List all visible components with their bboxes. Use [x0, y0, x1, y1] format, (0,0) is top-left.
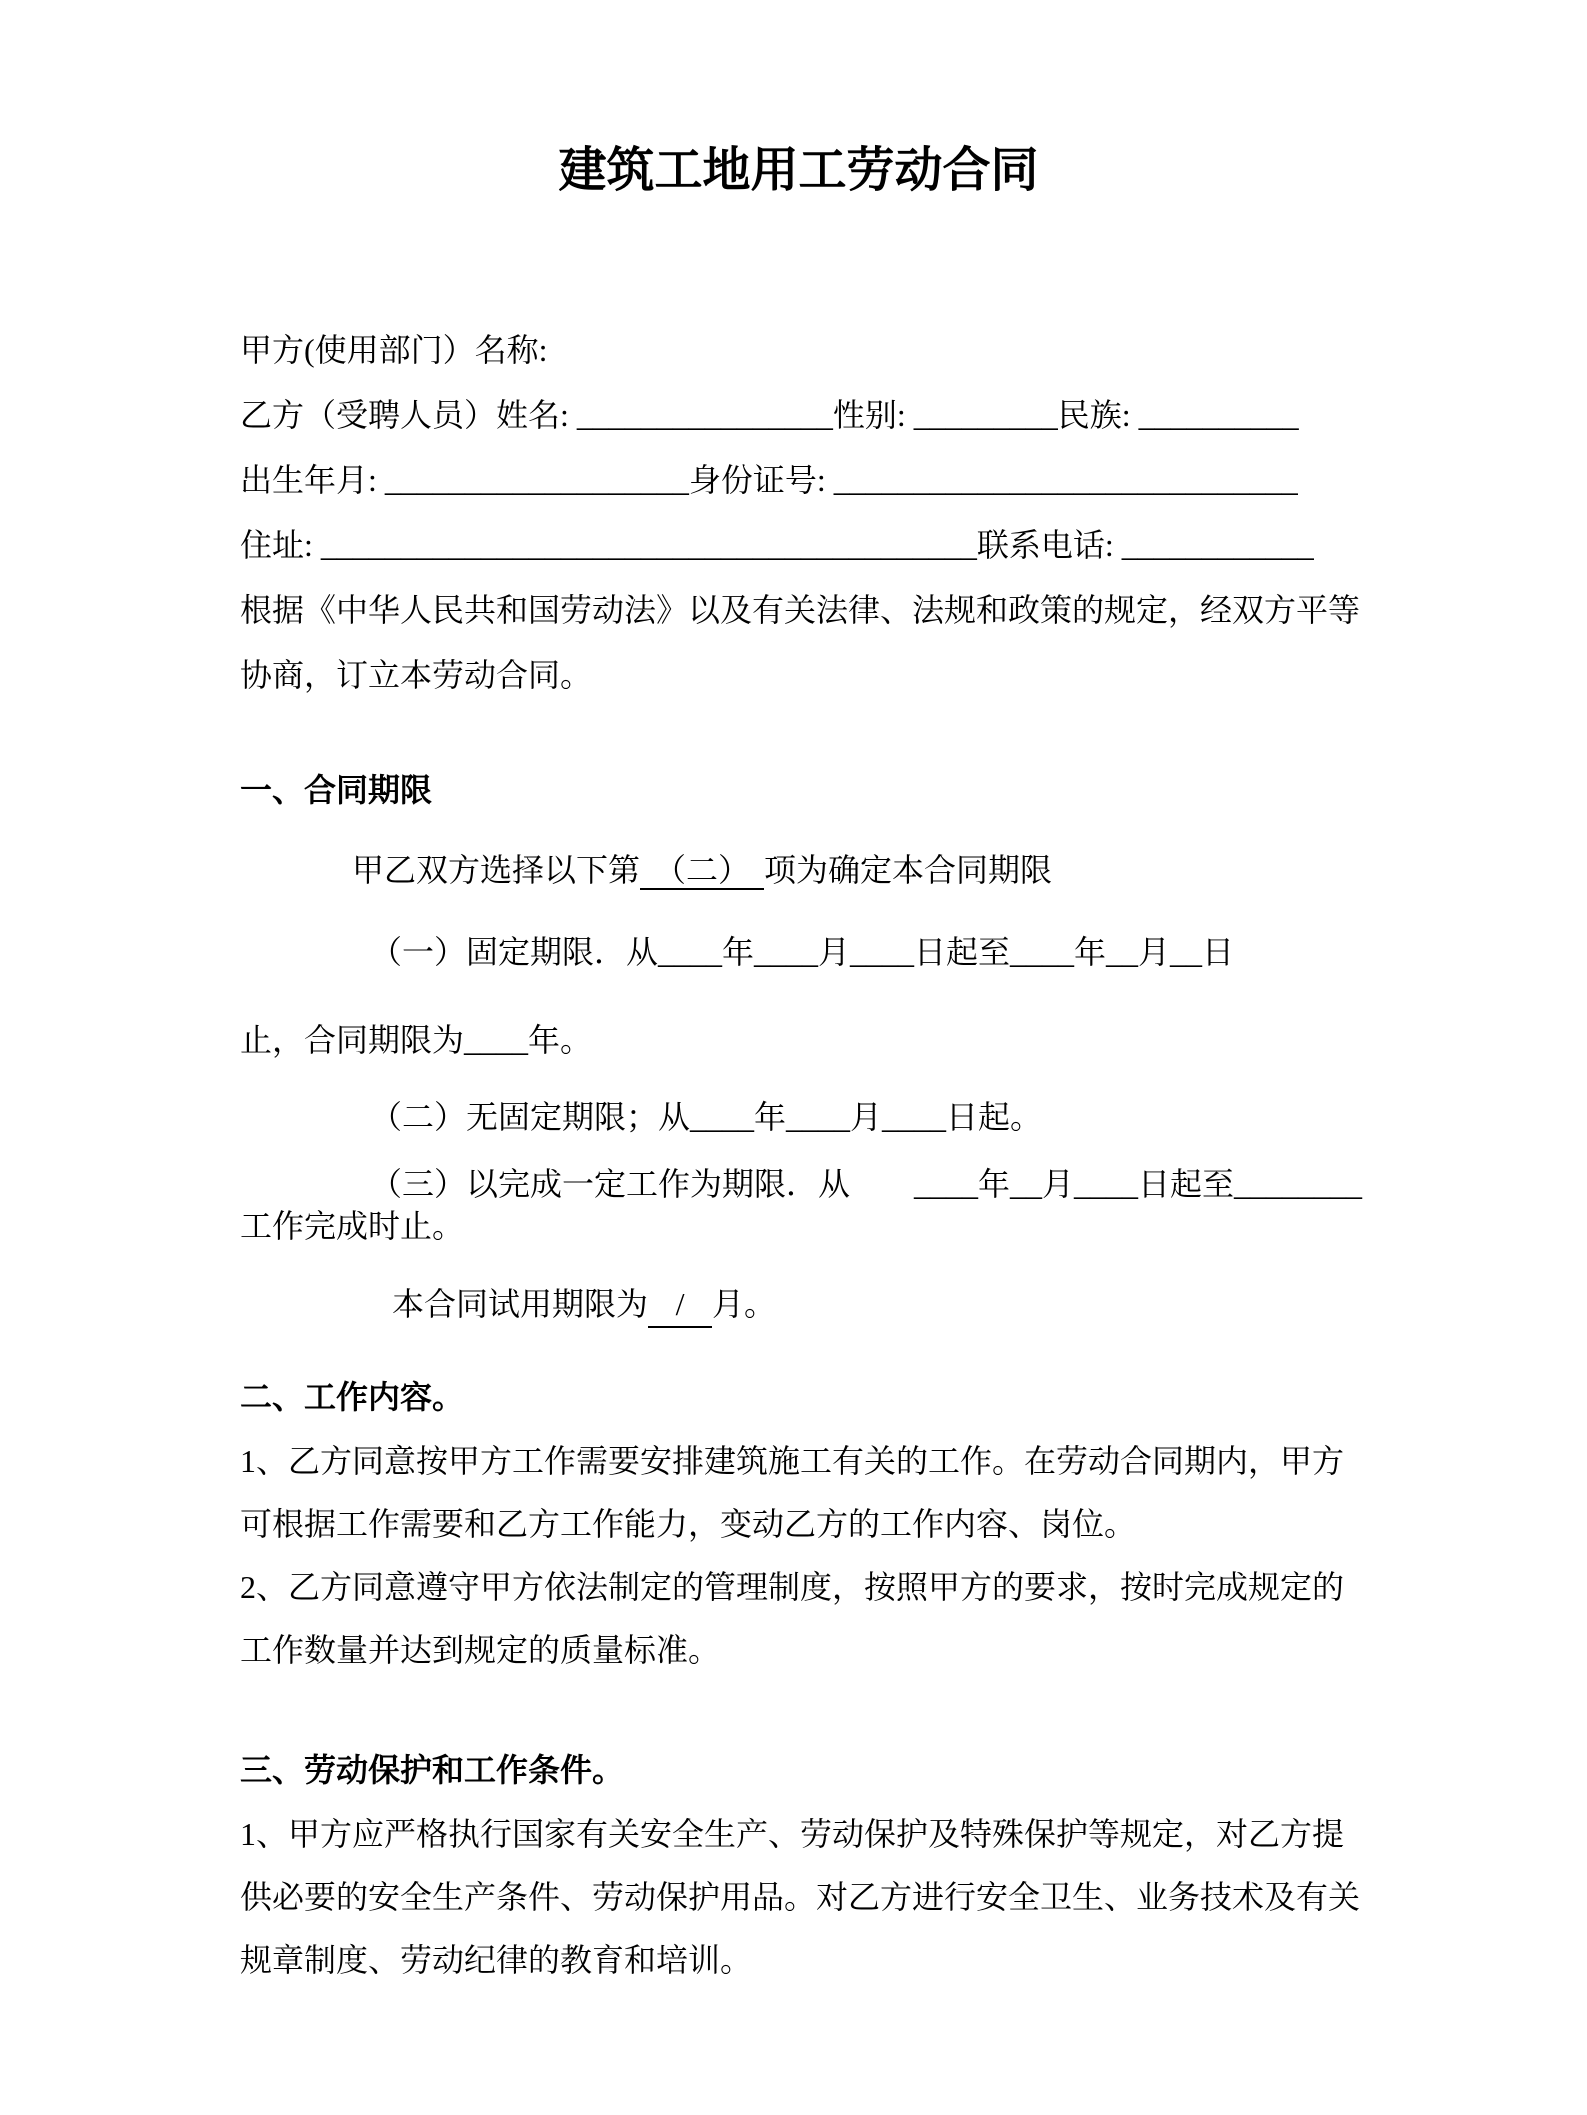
party-a-name-line: 甲方(使用部门）名称: [240, 332, 548, 368]
address-phone-line: 住址: _________________________________________联系电话: ____________ [240, 527, 1314, 563]
labor-protection-line-2: 供必要的安全生产条件、劳动保护用品。对乙方进行安全卫生、业务技术及有关 [240, 1879, 1361, 1915]
legal-basis-line-1: 根据《中华人民共和国劳动法》以及有关法律、法规和政策的规定，经双方平等 [240, 592, 1361, 628]
fixed-term-line-1: （一）固定期限．从____年____月____日起至____年__月__日 [370, 934, 1235, 970]
task-term-line-1: （三）以完成一定工作为期限．从 ____年__月____日起至________ [370, 1166, 1363, 1202]
term-choice-post: 项为确定本合同期限 [764, 852, 1053, 888]
section-3-heading: 三、劳动保护和工作条件。 [240, 1752, 625, 1788]
open-term-line: （二）无固定期限；从____年____月____日起。 [370, 1099, 1043, 1135]
term-choice-line [240, 838, 1357, 903]
probation-post: 月。 [712, 1286, 777, 1322]
probation-line [240, 1272, 1357, 1337]
section-1-heading: 一、合同期限 [240, 772, 433, 808]
party-b-name-line: 乙方（受聘人员）姓名: ________________性别: _________民族: __________ [240, 397, 1299, 433]
section-2-heading: 二、工作内容。 [240, 1379, 465, 1415]
legal-basis-line-2: 协商，订立本劳动合同。 [240, 657, 593, 693]
labor-protection-line-1: 1、甲方应严格执行国家有关安全生产、劳动保护及特殊保护等规定，对乙方提 [240, 1816, 1345, 1852]
work-content-line-2: 可根据工作需要和乙方工作能力，变动乙方的工作内容、岗位。 [240, 1506, 1137, 1542]
task-term-line-2: 工作完成时止。 [240, 1208, 465, 1244]
birth-id-line: 出生年月: ___________________身份证号: _____________________________ [240, 462, 1298, 498]
probation-slash-blank: / [648, 1286, 712, 1328]
labor-protection-line-3: 规章制度、劳动纪律的教育和培训。 [240, 1942, 753, 1978]
fixed-term-line-2: 止，合同期限为____年。 [240, 1022, 593, 1058]
term-choice-pre: 甲乙双方选择以下第 [352, 852, 641, 888]
work-content-line-4: 工作数量并达到规定的质量标准。 [240, 1632, 721, 1668]
contract-title: 建筑工地用工劳动合同 [558, 144, 1039, 197]
selected-term-option: （二） [640, 852, 764, 890]
work-content-line-3: 2、乙方同意遵守甲方依法制定的管理制度，按照甲方的要求，按时完成规定的 [240, 1569, 1345, 1605]
work-content-line-1: 1、乙方同意按甲方工作需要安排建筑施工有关的工作。在劳动合同期内，甲方 [240, 1443, 1345, 1479]
probation-pre: 本合同试用期限为 [392, 1286, 649, 1322]
